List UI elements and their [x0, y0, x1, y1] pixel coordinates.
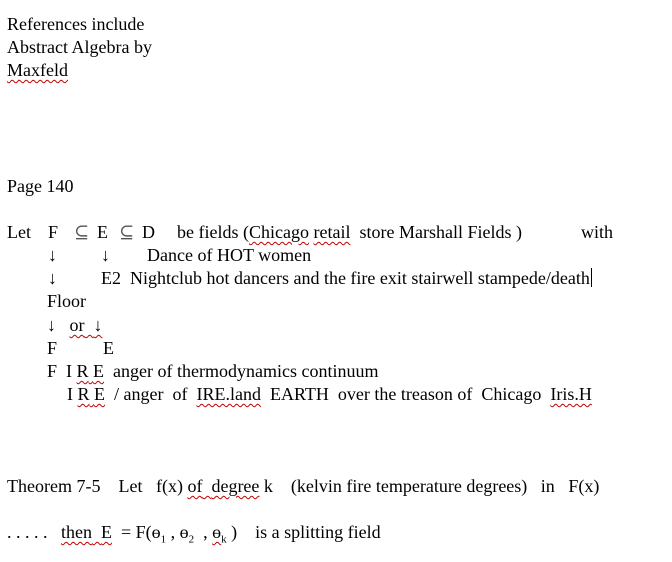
subset-symbol-2: ⊆: [119, 222, 135, 242]
retail-word: retail: [313, 222, 351, 242]
fe-E: E: [103, 338, 114, 358]
theorem-line: Theorem 7-5 Let f(x) of degree k (kelvin fire temperature degrees) in F(x): [7, 476, 600, 496]
then-line: . . . . . then E = F(ɵ$_1$ , ɵ$_2$ , ɵ$_k$ ) is a splitting field: [7, 522, 381, 546]
down-arrow-icon: ↓: [47, 315, 56, 335]
down-arrow-icon: ↓: [48, 268, 57, 288]
ellipsis-dots: . . . . .: [7, 522, 48, 542]
of-degree-squiggle: of degree: [187, 476, 260, 496]
theta-k-squiggle: ɵ$_k$: [212, 522, 227, 546]
down-arrow-icon: ↓: [101, 245, 110, 265]
chicago-word: Chicago: [248, 222, 309, 242]
ireland-word: IRE.land: [196, 384, 261, 404]
R-E-squiggle: R E: [77, 384, 106, 404]
theorem-label: Theorem 7-5: [7, 476, 101, 496]
fe-F: F: [47, 338, 58, 358]
let-line-text: be fields (Chicago retail store Marshall Fields ): [177, 222, 522, 242]
text-cursor: [591, 268, 592, 287]
references-line-1: References include: [7, 14, 145, 34]
page-label: Page 140: [7, 176, 74, 196]
nightclub-text[interactable]: E2 Nightclub hot dancers and the fire exit stairwell stampede/death: [101, 268, 590, 288]
fire-line: F I R E anger of thermodynamics continuum: [47, 361, 379, 381]
let-word: Let: [7, 222, 31, 242]
field-F: F: [48, 222, 59, 242]
floor-word: Floor: [47, 291, 87, 311]
or-line: [47, 314, 103, 336]
iris-word: Iris.H: [550, 384, 592, 404]
then-E-squiggle: then E: [61, 522, 112, 542]
with-word: with: [581, 222, 614, 242]
field-D: D: [142, 222, 155, 242]
field-E: E: [97, 222, 108, 242]
or-arrow-squiggle: or ↓: [69, 315, 103, 335]
down-arrow-icon: ↓: [93, 315, 103, 335]
down-arrow-icon: ↓: [48, 245, 57, 265]
ire-line: I R E / anger of IRE.land EARTH over the treason of Chicago Iris.H: [67, 384, 592, 404]
dance-text: Dance of HOT women: [147, 245, 312, 265]
R-E-squiggle: R E: [76, 361, 105, 381]
subset-symbol-1: ⊆: [74, 222, 90, 242]
references-line-2: Abstract Algebra by: [7, 37, 152, 57]
maxfeld-word: Maxfeld: [7, 60, 68, 80]
references-line-3: [7, 59, 68, 81]
